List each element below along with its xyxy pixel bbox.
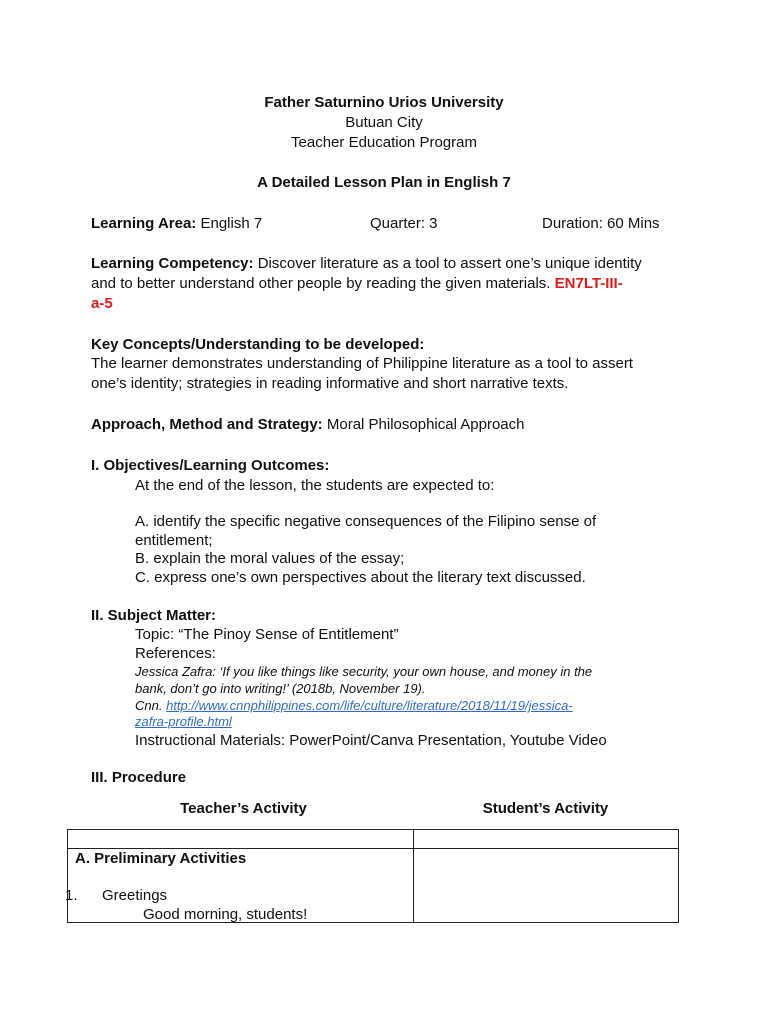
quarter: Quarter: 3 [370, 215, 438, 232]
approach-value: Moral Philosophical Approach [322, 416, 525, 433]
references-label: References: [135, 645, 216, 662]
key-concepts-line-2: one’s identity; strategies in reading informative and short narrative texts. [91, 375, 569, 392]
approach-label: Approach, Method and Strategy: [91, 416, 323, 433]
duration: Duration: 60 Mins [542, 215, 660, 232]
competency-code: EN7LT-III- [554, 275, 623, 292]
objective-b: B. explain the moral values of the essay; [135, 550, 405, 567]
learning-area-label: Learning Area: [91, 215, 197, 232]
competency-text-2: and to better understand other people by reading the given materials. [91, 275, 551, 292]
reference-line-2: bank, don’t go into writing!’ (2018b, November 19). [135, 681, 426, 696]
table-row [68, 849, 679, 923]
key-concepts-label: Key Concepts/Understanding to be developed: [91, 336, 425, 353]
objectives-intro: At the end of the lesson, the students are expected to: [135, 477, 495, 494]
student-activity-cell [414, 849, 679, 923]
instructional-materials: Instructional Materials: PowerPoint/Canva Presentation, Youtube Video [135, 732, 607, 749]
program-name: Teacher Education Program [291, 134, 477, 151]
objective-c: C. express one’s own perspectives about the literary text discussed. [135, 569, 586, 586]
competency-code-continued: a-5 [91, 295, 113, 312]
competency-line-2 [91, 274, 623, 293]
learning-area-value: English 7 [196, 215, 263, 232]
document-title: A Detailed Lesson Plan in English 7 [257, 174, 511, 191]
objective-a-line-1: A. identify the specific negative consequences of the Filipino sense of [135, 513, 597, 530]
teacher-activity-header: Teacher’s Activity [180, 800, 307, 817]
key-concepts-line-1: The learner demonstrates understanding of Philippine literature as a tool to assert [91, 355, 633, 372]
reference-source-line [135, 697, 573, 714]
approach [91, 415, 524, 434]
preliminary-activities-heading: A. Preliminary Activities [75, 850, 247, 867]
greetings-number: 1. [65, 887, 78, 904]
learning-area [91, 214, 262, 233]
subject-matter-heading: II. Subject Matter: [91, 607, 217, 624]
greetings-label: Greetings [102, 887, 168, 904]
procedure-table [67, 829, 679, 923]
competency-text-1: Discover literature as a tool to assert one’s unique identity [253, 255, 642, 272]
reference-line-1: Jessica Zafra: ‘If you like things like security, your own house, and money in the [135, 664, 593, 679]
student-activity-header: Student’s Activity [482, 800, 609, 817]
competency-label: Learning Competency: [91, 255, 254, 272]
table-cell [68, 830, 414, 849]
city-name: Butuan City [345, 114, 423, 131]
topic: Topic: “The Pinoy Sense of Entitlement” [135, 626, 399, 643]
reference-link[interactable]: http://www.cnnphilippines.com/life/culture/literature/2018/11/19/jessica- [166, 698, 573, 713]
objectives-heading: I. Objectives/Learning Outcomes: [91, 457, 330, 474]
reference-source: Cnn. [135, 698, 163, 713]
university-name: Father Saturnino Urios University [264, 94, 504, 111]
reference-link-continued[interactable]: zafra-profile.html [135, 714, 232, 729]
table-row [68, 830, 679, 849]
objective-a-line-2: entitlement; [135, 532, 213, 549]
table-cell [414, 830, 679, 849]
competency-line-1 [91, 254, 642, 273]
procedure-heading: III. Procedure [91, 769, 187, 786]
teacher-activity-cell [65, 849, 414, 923]
greetings-text: Good morning, students! [143, 906, 308, 923]
